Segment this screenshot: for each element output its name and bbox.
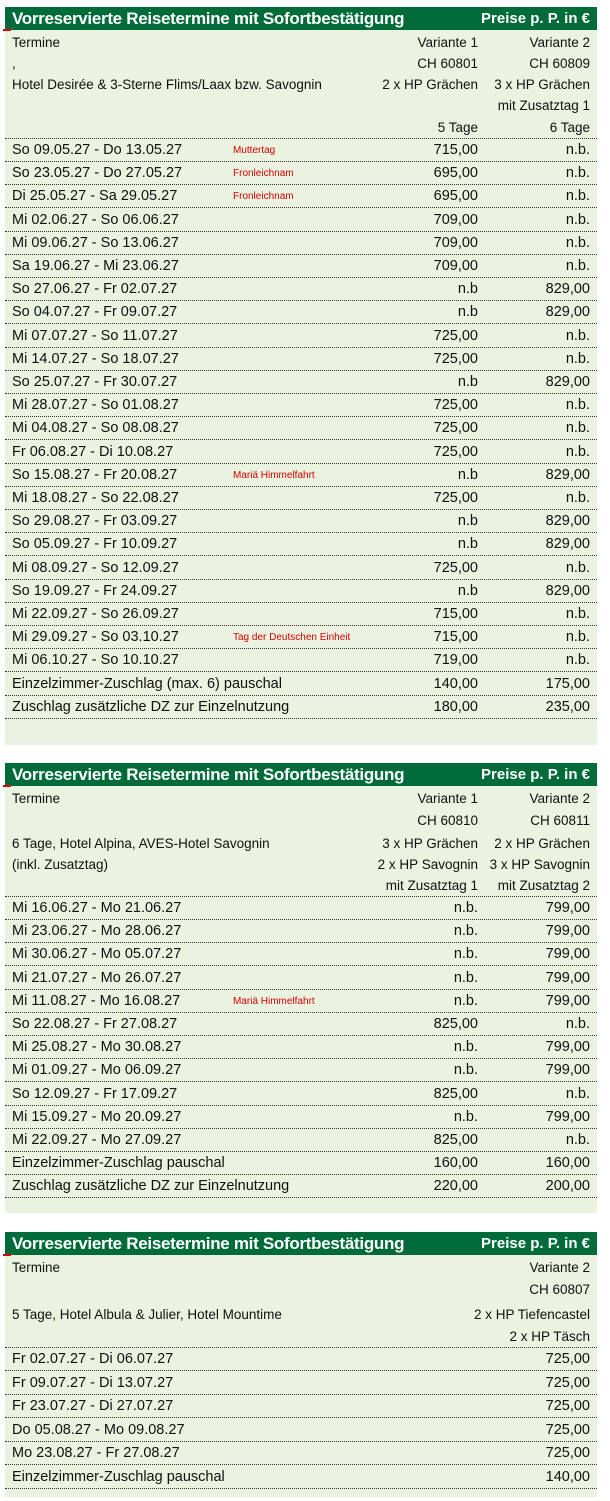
table-row xyxy=(5,897,597,920)
table-row xyxy=(5,487,597,510)
variant-2-price: n.b. xyxy=(565,629,590,646)
variant-2-price: n.b. xyxy=(565,652,590,669)
date-range: So 29.08.27 - Fr 03.09.27 xyxy=(12,513,178,530)
surcharge-label: Zuschlag zusätzliche DZ zur Einzelnutzung xyxy=(12,1178,290,1195)
variant-1-price: 140,00 xyxy=(433,675,478,692)
date-range: Mi 22.09.27 - Mo 27.09.27 xyxy=(12,1132,182,1148)
date-range: Mi 02.06.27 - So 06.06.27 xyxy=(12,211,179,228)
variant-1-price: n.b xyxy=(457,513,478,530)
variant-2-price: n.b. xyxy=(565,165,590,182)
date-range: So 09.05.27 - Do 13.05.27 xyxy=(12,142,183,158)
variant-2-price: n.b. xyxy=(565,397,590,414)
variant-1-price: n.b. xyxy=(453,1062,478,1079)
variant-1-price: n.b. xyxy=(453,1108,478,1125)
date-range: Mi 06.10.27 - So 10.10.27 xyxy=(12,652,179,669)
variant-1-price: 825,00 xyxy=(433,1016,478,1032)
date-range: Mi 22.09.27 - So 26.09.27 xyxy=(12,606,179,622)
variant-2-price: n.b. xyxy=(565,327,590,344)
holiday-note: Mariä Himmelfahrt xyxy=(233,995,315,1007)
date-range: Fr 06.08.27 - Di 10.08.27 xyxy=(12,443,174,460)
variant-2-price: 799,00 xyxy=(545,923,590,940)
date-range: Fr 02.07.27 - Di 06.07.27 xyxy=(12,1351,174,1367)
variant-2-price: n.b. xyxy=(565,1132,590,1148)
variant-2-price: 799,00 xyxy=(545,992,590,1009)
surcharge-row xyxy=(5,1152,597,1175)
termine-label: Termine xyxy=(12,791,61,806)
variant-2-price: 829,00 xyxy=(545,304,590,321)
variant-1-price: 725,00 xyxy=(433,490,478,506)
variant-1-price: n.b. xyxy=(453,946,478,963)
date-range: Mi 15.09.27 - Mo 20.09.27 xyxy=(12,1108,182,1125)
variant-1-price: n.b xyxy=(457,466,478,483)
date-range: Mi 07.07.27 - So 11.07.27 xyxy=(12,327,178,344)
variant-2-price: 799,00 xyxy=(545,946,590,963)
variant-2-price: 140,00 xyxy=(545,1468,590,1485)
variant-2-code: CH 60807 xyxy=(529,1282,590,1297)
variant-1-price: n.b xyxy=(457,304,478,321)
variant-1-extra: mit Zusatztag 1 xyxy=(385,878,478,893)
variant-1-board-2: 2 x HP Savognin xyxy=(377,857,478,872)
table-row xyxy=(5,371,597,394)
table-title: Vorreservierte Reisetermine mit Sofortbestätigung xyxy=(12,9,405,28)
table-row xyxy=(5,417,597,440)
variant-1-price: n.b. xyxy=(453,923,478,940)
variant-2-price: 799,00 xyxy=(545,1039,590,1056)
variant-2-board: 3 x HP Grächen xyxy=(494,77,590,92)
variant-2-price: n.b. xyxy=(565,606,590,622)
surcharge-row xyxy=(5,1175,597,1198)
date-range: Mi 11.08.27 - Mo 16.08.27 xyxy=(12,992,181,1009)
table-row xyxy=(5,649,597,672)
hotel-note: (inkl. Zusatztag) xyxy=(12,857,109,872)
date-range: Mi 14.07.27 - So 18.07.27 xyxy=(12,350,179,367)
table-title: Vorreservierte Reisetermine mit Sofortbestätigung xyxy=(12,765,405,784)
table-header xyxy=(5,1232,597,1255)
termine-label: Termine xyxy=(12,35,61,50)
variant-2-price: 829,00 xyxy=(545,374,590,390)
table-row xyxy=(5,533,597,556)
variant-1-price: n.b. xyxy=(453,992,478,1009)
variant-2-price: 725,00 xyxy=(545,1398,590,1414)
date-range: Mo 23.08.27 - Fr 27.08.27 xyxy=(12,1445,180,1461)
variant-1-price: 725,00 xyxy=(433,327,478,344)
variant-2-label: Variante 2 xyxy=(529,791,590,806)
variant-1-price: n.b xyxy=(457,374,478,390)
date-range: Mi 21.07.27 - Mo 26.07.27 xyxy=(12,969,182,986)
variant-2-price: n.b. xyxy=(565,211,590,228)
date-range: So 27.06.27 - Fr 02.07.27 xyxy=(12,281,178,298)
table-row xyxy=(5,325,597,348)
variant-2-code: CH 60811 xyxy=(530,813,590,828)
variant-1-code: CH 60810 xyxy=(417,813,478,828)
variant-1-label: Variante 1 xyxy=(417,791,478,806)
table-row xyxy=(5,603,597,626)
date-range: So 25.07.27 - Fr 30.07.27 xyxy=(12,374,178,390)
variant-1-code: CH 60801 xyxy=(417,56,478,71)
date-range: Mi 29.09.27 - So 03.10.27 xyxy=(12,629,179,646)
date-range: So 23.05.27 - Do 27.05.27 xyxy=(12,165,183,182)
corner-mark xyxy=(3,785,11,787)
variant-2-price: 829,00 xyxy=(545,281,590,298)
variant-1-price: n.b. xyxy=(453,900,478,916)
table-row xyxy=(5,348,597,371)
variant-1-board: 2 x HP Grächen xyxy=(382,77,478,92)
variant-1-price: 709,00 xyxy=(433,234,478,251)
date-range: Mi 16.06.27 - Mo 21.06.27 xyxy=(12,900,182,916)
variant-2-price: 725,00 xyxy=(545,1374,590,1391)
date-range: So 15.08.27 - Fr 20.08.27 xyxy=(12,466,178,483)
table-title: Vorreservierte Reisetermine mit Sofortbestätigung xyxy=(12,1234,405,1253)
table-row xyxy=(5,510,597,533)
variant-2-price: 160,00 xyxy=(545,1155,590,1172)
surcharge-label: Zuschlag zusätzliche DZ zur Einzelnutzung xyxy=(12,698,290,715)
holiday-note: Fronleichnam xyxy=(233,168,294,180)
variant-2-price: n.b. xyxy=(565,443,590,460)
holiday-note: Fronleichnam xyxy=(233,191,294,203)
surcharge-label: Einzelzimmer-Zuschlag pauschal xyxy=(12,1468,225,1485)
date-range: So 05.09.27 - Fr 10.09.27 xyxy=(12,536,178,553)
date-range: Mi 18.08.27 - So 22.08.27 xyxy=(12,490,179,506)
table-row xyxy=(5,1348,597,1371)
variant-2-code: CH 60809 xyxy=(529,56,590,71)
table-row xyxy=(5,1395,597,1418)
variant-2-label: Variante 2 xyxy=(529,1260,590,1275)
holiday-note: Muttertag xyxy=(233,145,276,156)
surcharge-label: Einzelzimmer-Zuschlag (max. 6) pauschal xyxy=(12,675,282,692)
variant-2-price: n.b. xyxy=(565,490,590,506)
price-table-2 xyxy=(5,763,597,1213)
variant-2-label: Variante 2 xyxy=(529,35,590,50)
variant-2-price: 799,00 xyxy=(545,1062,590,1079)
variant-2-price: 799,00 xyxy=(545,900,590,916)
variant-2-price: 725,00 xyxy=(545,1351,590,1367)
variant-1-price: 725,00 xyxy=(433,397,478,414)
comma-text: , xyxy=(12,56,16,71)
variant-2-price: n.b. xyxy=(565,350,590,367)
hotel-description: 6 Tage, Hotel Alpina, AVES-Hotel Savognin xyxy=(12,836,270,851)
variant-1-label: Variante 1 xyxy=(417,35,478,50)
table-row xyxy=(5,185,597,208)
table-row xyxy=(5,1372,597,1395)
date-range: Mi 01.09.27 - Mo 06.09.27 xyxy=(12,1062,182,1079)
surcharge-row xyxy=(5,1466,597,1489)
variant-1-price: 709,00 xyxy=(433,211,478,228)
table-row xyxy=(5,1419,597,1442)
holiday-note: Tag der Deutschen Einheit xyxy=(233,632,351,644)
variant-1-price: 709,00 xyxy=(433,258,478,274)
variant-1-price: 825,00 xyxy=(433,1132,478,1148)
table-row xyxy=(5,1036,597,1059)
variant-1-price: 725,00 xyxy=(433,559,478,576)
variant-1-price: 719,00 xyxy=(433,652,478,669)
date-range: So 12.09.27 - Fr 17.09.27 xyxy=(12,1085,178,1102)
surcharge-row xyxy=(5,673,597,696)
date-range: Mi 08.09.27 - So 12.09.27 xyxy=(12,559,179,576)
price-table-1 xyxy=(5,7,597,745)
date-range: Mi 30.06.27 - Mo 05.07.27 xyxy=(12,946,182,963)
date-range: So 22.08.27 - Fr 27.08.27 xyxy=(12,1016,178,1032)
surcharge-row xyxy=(5,696,597,719)
table-row xyxy=(5,1129,597,1152)
variant-1-price: 725,00 xyxy=(433,420,478,437)
table-row xyxy=(5,626,597,649)
variant-1-price: n.b xyxy=(457,536,478,553)
variant-2-price: 725,00 xyxy=(545,1445,590,1461)
table-header xyxy=(5,7,597,30)
variant-2-price: n.b. xyxy=(565,234,590,251)
variant-1-price: 180,00 xyxy=(433,698,478,715)
price-label: Preise p. P. in € xyxy=(481,766,590,783)
table-row xyxy=(5,139,597,162)
date-range: Mi 28.07.27 - So 01.08.27 xyxy=(12,397,179,414)
variant-2-price: n.b. xyxy=(565,559,590,576)
table-header xyxy=(5,763,597,786)
variant-2-price: 829,00 xyxy=(545,466,590,483)
variant-1-price: 715,00 xyxy=(433,629,478,646)
variant-2-price: n.b. xyxy=(565,420,590,437)
variant-1-price: 715,00 xyxy=(433,606,478,622)
variant-2-price: 829,00 xyxy=(545,513,590,530)
variant-2-board: 2 x HP Grächen xyxy=(494,836,590,851)
variant-1-price: 725,00 xyxy=(433,350,478,367)
table-row xyxy=(5,943,597,966)
variant-2-price: n.b. xyxy=(565,1085,590,1102)
variant-1-price: n.b. xyxy=(453,1039,478,1056)
table-row xyxy=(5,278,597,301)
variant-1-price: 825,00 xyxy=(433,1085,478,1102)
table-row xyxy=(5,1106,597,1129)
table-row xyxy=(5,464,597,487)
variant-2-price: 829,00 xyxy=(545,582,590,599)
table-row xyxy=(5,990,597,1013)
table-row xyxy=(5,920,597,943)
variant-1-price: n.b. xyxy=(453,969,478,986)
surcharge-label: Einzelzimmer-Zuschlag pauschal xyxy=(12,1155,225,1172)
variant-2-price: 725,00 xyxy=(545,1421,590,1438)
date-range: So 19.09.27 - Fr 24.09.27 xyxy=(12,582,178,599)
variant-1-price: n.b xyxy=(457,582,478,599)
table-row xyxy=(5,255,597,278)
variant-1-price: 725,00 xyxy=(433,443,478,460)
hotel-description: 5 Tage, Hotel Albula & Julier, Hotel Mountime xyxy=(12,1307,282,1322)
table-row xyxy=(5,1083,597,1106)
table-row xyxy=(5,1059,597,1082)
variant-1-days: 5 Tage xyxy=(437,120,478,135)
table-row xyxy=(5,1442,597,1465)
date-range: Mi 04.08.27 - So 08.08.27 xyxy=(12,420,179,437)
variant-2-price: 200,00 xyxy=(545,1178,590,1195)
corner-mark xyxy=(3,29,11,31)
date-range: Mi 23.06.27 - Mo 28.06.27 xyxy=(12,923,182,940)
date-range: So 04.07.27 - Fr 09.07.27 xyxy=(12,304,178,321)
variant-1-price: 715,00 xyxy=(433,142,478,158)
table-row xyxy=(5,967,597,990)
variant-1-price: 695,00 xyxy=(433,165,478,182)
variant-2-extra: mit Zusatztag 2 xyxy=(497,878,590,893)
price-table-3 xyxy=(5,1232,597,1497)
date-range: Fr 09.07.27 - Di 13.07.27 xyxy=(12,1374,174,1391)
variant-2-extra: mit Zusatztag 1 xyxy=(497,98,590,113)
date-range: Do 05.08.27 - Mo 09.08.27 xyxy=(12,1421,185,1438)
table-row xyxy=(5,232,597,255)
variant-1-price: 160,00 xyxy=(433,1155,478,1172)
table-row xyxy=(5,209,597,232)
termine-label: Termine xyxy=(12,1260,61,1275)
table-row xyxy=(5,557,597,580)
variant-2-price: n.b. xyxy=(565,188,590,205)
variant-2-price: n.b. xyxy=(565,258,590,274)
holiday-note: Mariä Himmelfahrt xyxy=(233,469,315,481)
date-range: Fr 23.07.27 - Di 27.07.27 xyxy=(12,1398,174,1414)
variant-1-board: 3 x HP Grächen xyxy=(382,836,478,851)
variant-1-price: 220,00 xyxy=(433,1178,478,1195)
variant-2-price: 235,00 xyxy=(545,698,590,715)
date-range: Sa 19.06.27 - Mi 23.06.27 xyxy=(12,258,179,274)
table-row xyxy=(5,441,597,464)
variant-2-price: 829,00 xyxy=(545,536,590,553)
table-row xyxy=(5,301,597,324)
variant-2-board-2: 3 x HP Savognin xyxy=(489,857,590,872)
variant-2-board: 2 x HP Tiefencastel xyxy=(473,1307,590,1322)
price-label: Preise p. P. in € xyxy=(481,10,590,27)
hotel-description: Hotel Desirée & 3-Sterne Flims/Laax bzw. Savognin xyxy=(12,77,322,92)
variant-2-days: 6 Tage xyxy=(549,120,590,135)
variant-1-price: n.b xyxy=(457,281,478,298)
variant-2-board-2: 2 x HP Täsch xyxy=(509,1329,590,1344)
corner-mark xyxy=(3,1254,11,1256)
variant-2-price: 175,00 xyxy=(545,675,590,692)
date-range: Mi 09.06.27 - So 13.06.27 xyxy=(12,234,179,251)
price-label: Preise p. P. in € xyxy=(481,1235,590,1252)
variant-2-price: 799,00 xyxy=(545,969,590,986)
table-row xyxy=(5,394,597,417)
date-range: Di 25.05.27 - Sa 29.05.27 xyxy=(12,188,178,205)
variant-1-price: 695,00 xyxy=(433,188,478,205)
table-row xyxy=(5,162,597,185)
date-range: Mi 25.08.27 - Mo 30.08.27 xyxy=(12,1039,182,1056)
variant-2-price: 799,00 xyxy=(545,1108,590,1125)
table-row xyxy=(5,1013,597,1036)
variant-2-price: n.b. xyxy=(565,142,590,158)
variant-2-price: n.b. xyxy=(565,1016,590,1032)
table-row xyxy=(5,580,597,603)
